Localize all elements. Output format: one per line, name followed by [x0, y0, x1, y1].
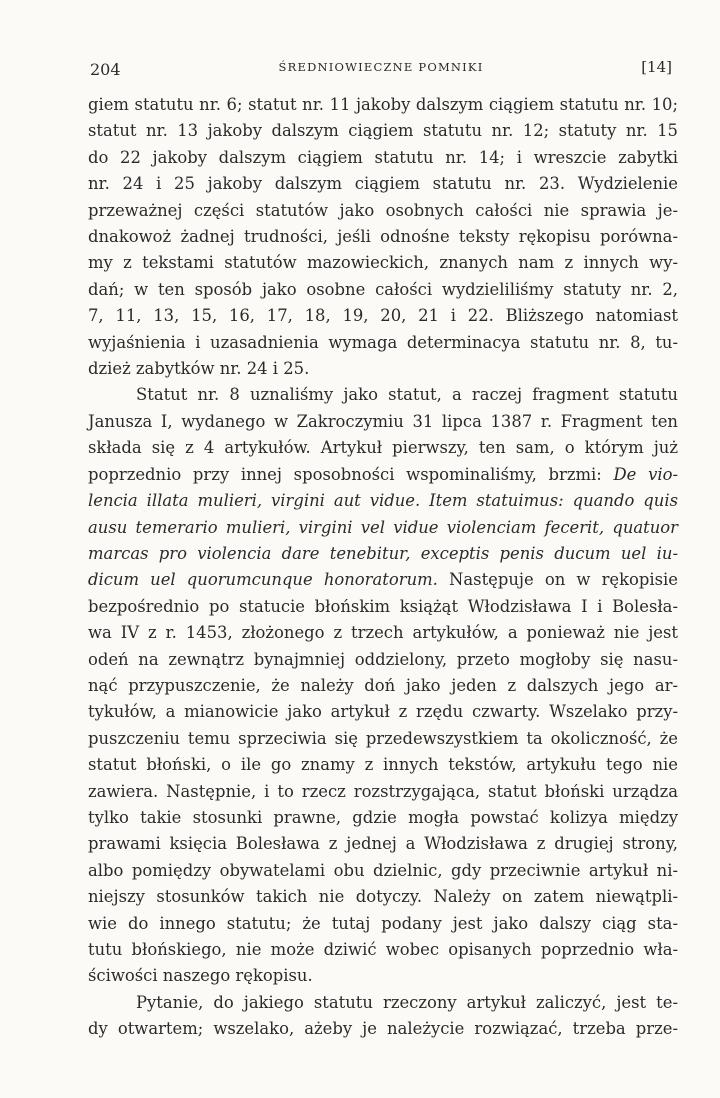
text-line: odeń na zewnątrz bynajmniej oddzielony, przeto mogłoby się nasu- — [88, 649, 678, 669]
text-line: Pytanie, do jakiego statutu rzeczony artykuł zaliczyć, jest te- — [136, 992, 678, 1012]
text-line: wa IV z r. 1453, złożonego z trzech artykułów, a ponieważ nie jest — [88, 623, 678, 643]
text-line: dnakowoż żadnej trudności, jeśli odnośne teksty rękopisu porówna- — [88, 227, 678, 247]
text-span: poprzednio przy innej sposobności wspominaliśmy, brzmi: — [88, 464, 602, 484]
text-line: tutu błońskiego, nie może dziwić wobec opisanych poprzednio wła- — [88, 940, 678, 959]
paragraph-1 — [88, 92, 678, 382]
latin-quote: De vio- — [613, 464, 678, 484]
paragraph-2 — [88, 382, 678, 989]
text-line: giem statutu nr. 6; statut nr. 11 jakoby dalszym ciągiem statutu nr. 10; — [88, 95, 678, 114]
text-line-latin — [88, 515, 678, 541]
text-line-latin — [88, 488, 678, 514]
latin-quote: marcas pro violencia dare tenebitur, exceptis penis ducum uel iu- — [88, 543, 678, 563]
text-line: dań; w ten sposób jako osobne całości wydzieliliśmy statuty nr. 2, — [88, 279, 678, 299]
text-line: dzież zabytków nr. 24 i 25. — [88, 359, 310, 379]
text-line: Statut nr. 8 uznaliśmy jako statut, a raczej fragment statutu — [136, 385, 678, 405]
text-line: puszczeniu temu sprzeciwia się przedewszystkiem ta okoliczność, że — [88, 728, 678, 748]
text-line: wie do innego statutu; że tutaj podany jest jako dalszy ciąg sta- — [88, 913, 678, 933]
page-number: 204 — [90, 60, 121, 79]
paragraph-3 — [88, 990, 678, 1043]
text-line: niejszy stosunków takich nie dotyczy. Należy on zatem niewątpli- — [88, 887, 678, 907]
section-marker: [14] — [641, 58, 672, 76]
text-line: do 22 jakoby dalszym ciągiem statutu nr. 14; i wreszcie zabytki — [88, 147, 678, 167]
text-line — [88, 567, 678, 593]
text-line: wyjaśnienia i uzasadnienia wymaga determinacya statutu nr. 8, tu- — [88, 332, 678, 352]
text-span: Następuje on w rękopisie — [449, 570, 678, 590]
text-line: tylko takie stosunki prawne, gdzie mogła powstać kolizya między — [88, 807, 678, 827]
text-line: ściwości naszego rękopisu. — [88, 966, 313, 986]
text-line: zawiera. Następnie, i to rzecz rozstrzygająca, statut błoński urządza — [88, 781, 678, 801]
body-text — [88, 92, 678, 1043]
text-line — [88, 462, 678, 488]
text-line: tykułów, a mianowicie jako artykuł z rzędu czwarty. Wszelako przy- — [88, 702, 678, 722]
text-line: statut nr. 13 jakoby dalszym ciągiem statutu nr. 12; statuty nr. 15 — [88, 121, 678, 141]
text-line: statut błoński, o ile go znamy z innych tekstów, artykułu tego nie — [88, 755, 678, 775]
text-line: przeważnej części statutów jako osobnych całości nie sprawia je- — [88, 200, 678, 220]
running-header — [90, 52, 672, 84]
text-line: 7, 11, 13, 15, 16, 17, 18, 19, 20, 21 i 22. Bliższego natomiast — [88, 306, 678, 326]
text-line: prawami księcia Bolesława z jednej a Włodzisława z drugiej strony, — [88, 834, 678, 854]
text-line: składa się z 4 artykułów. Artykuł pierwszy, ten sam, o którym już — [88, 438, 678, 458]
running-title: ŚREDNIOWIECZNE POMNIKI — [278, 60, 484, 74]
text-line-latin — [88, 541, 678, 567]
latin-quote: lencia illata mulieri, virgini aut vidue. Item statuimus: quando quis — [88, 491, 678, 511]
latin-quote: dicum uel quorumcunque honoratorum. — [88, 570, 438, 590]
text-line: my z tekstami statutów mazowieckich, znanych nam z innych wy- — [88, 253, 678, 273]
text-line: Janusza I, wydanego w Zakroczymiu 31 lipca 1387 r. Fragment ten — [88, 411, 678, 431]
text-line: bezpośrednio po statucie błońskim książąt Włodzisława I i Bolesła- — [88, 596, 678, 616]
latin-quote: ausu temerario mulieri, virgini vel vidue violenciam fecerit, quatuor — [88, 517, 678, 537]
text-line: nąć przypuszczenie, że należy doń jako jeden z dalszych jego ar- — [88, 675, 678, 695]
text-line: nr. 24 i 25 jakoby dalszym ciągiem statutu nr. 23. Wydzielenie — [88, 174, 678, 194]
text-line: dy otwartem; wszelako, ażeby je należycie rozwiązać, trzeba prze- — [88, 1019, 678, 1039]
text-line: albo pomiędzy obywatelami obu dzielnic, gdy przeciwnie artykuł ni- — [88, 860, 678, 880]
